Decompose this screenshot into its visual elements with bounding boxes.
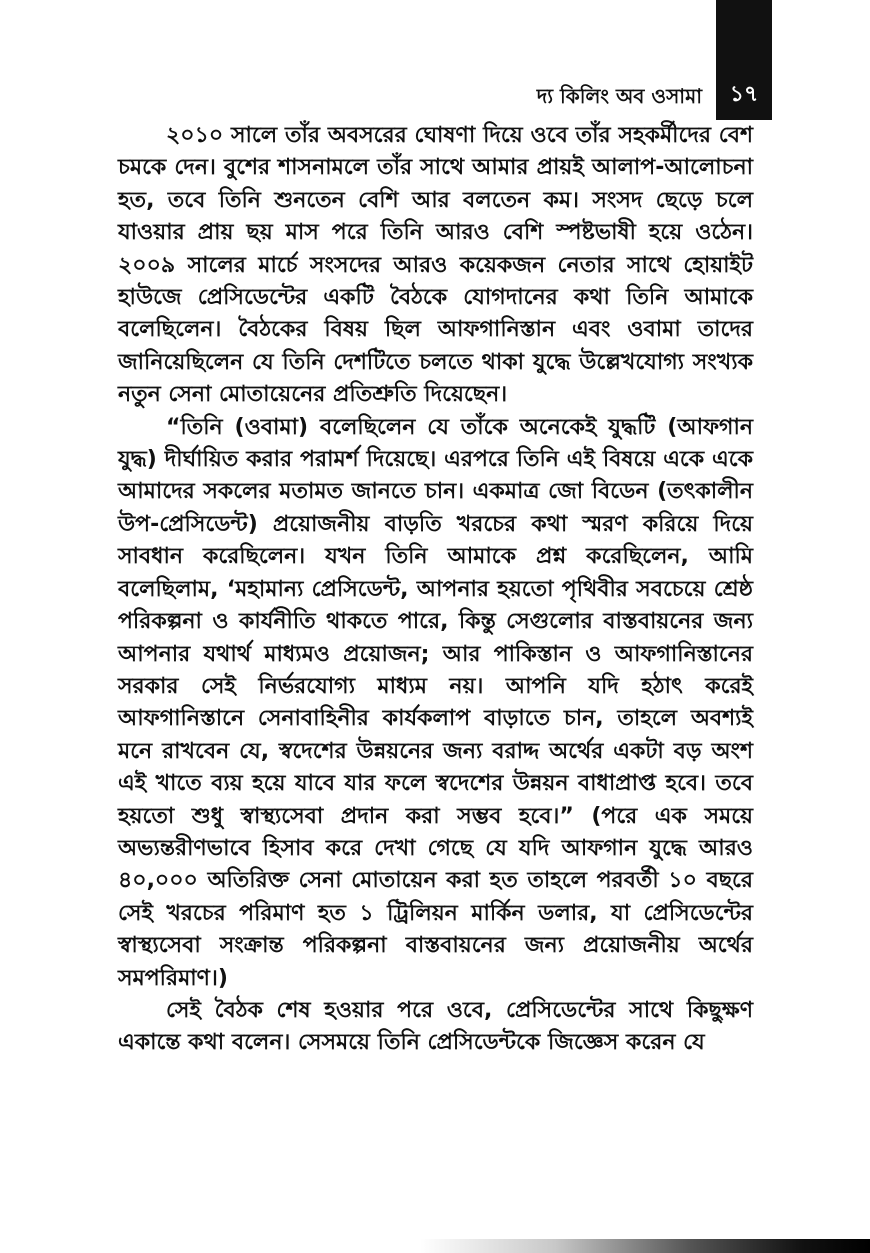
body-text xyxy=(118,120,753,1060)
paragraph: সেই বৈঠক শেষ হওয়ার পরে ওবে, প্রেসিডেন্টের সাথে কিছুক্ষণ একান্তে কথা বলেন। সেসময়ে তিনি প্রেসিডেন্টকে জিজ্ঞেস করেন যে xyxy=(118,997,753,1056)
paragraph: “তিনি (ওবামা) বলেছিলেন যে তাঁকে অনেকেই যুদ্ধটি (আফগান যুদ্ধ) দীর্ঘায়িত করার পরামর্শ দিয়েছে। এরপরে তিনি এই বিষয়ে একে একে আমাদের সকলের মতামত জানতে চান। একমাত্র জো বিডেন (তৎকালীন উপ-প্রেসিডেন্ট) প্রয়োজনীয় বাড়তি খরচের কথা স্মরণ করিয়ে দিয়ে সাবধান করেছিলেন। যখন তিনি আমাকে প্রশ্ন করেছিলেন, আমি বলেছিলাম, ‘মহামান্য প্রেসিডেন্ট, আপনার হয়তো পৃথিবীর সবচেয়ে শ্রেষ্ঠ পরিকল্পনা ও কার্যনীতি থাকতে পারে, কিন্তু সেগুলোর বাস্তবায়নের জন্য আপনার যথার্থ মাধ্যমও প্রয়োজন; আর পাকিস্তান ও আফগানিস্তানের সরকার সেই নির্ভরযোগ্য মাধ্যম নয়। আপনি যদি হঠাৎ করেই আফগানিস্তানে সেনাবাহিনীর কার্যকলাপ বাড়াতে চান, তাহলে অবশ্যই মনে রাখবেন যে, স্বদেশের উন্নয়নের জন্য বরাদ্দ অর্থের একটা বড় অংশ এই খাতে ব্যয় হয়ে যাবে যার ফলে স্বদেশের উন্নয়ন বাধাপ্রাপ্ত হবে। তবে হয়তো শুধু স্বাস্থ্যসেবা প্রদান করা সম্ভব হবে।” (পরে এক সময়ে অভ্যন্তরীণভাবে হিসাব করে দেখা গেছে যে যদি আফগান যুদ্ধে আরও ৪০,০০০ অতিরিক্ত সেনা মোতায়েন করা হত তাহলে পরবর্তী ১০ বছরে সেই খরচের পরিমাণ হত ১ ট্রিলিয়ন মার্কিন ডলার, যা প্রেসিডেন্টের স্বাস্থ্যসেবা সংক্রান্ত পরিকল্পনা বাস্তবায়নের জন্য প্রয়োজনীয় অর্থের সমপরিমাণ।) xyxy=(118,414,753,991)
running-header-title: দ্য কিলিং অব ওসামা xyxy=(536,84,702,108)
paragraph: ২০১০ সালে তাঁর অবসরের ঘোষণা দিয়ে ওবে তাঁর সহকর্মীদের বেশ চমকে দেন। বুশের শাসনামলে তাঁর সাথে আমার প্রায়ই আলাপ-আলোচনা হত, তবে তিনি শুনতেন বেশি আর বলতেন কম। সংসদ ছেড়ে চলে যাওয়ার প্রায় ছয় মাস পরে তিনি আরও বেশি স্পষ্টভাষী হয়ে ওঠেন। ২০০৯ সালের মার্চে সংসদের আরও কয়েকজন নেতার সাথে হোয়াইট হাউজে প্রেসিডেন্টের একটি বৈঠকে যোগদানের কথা তিনি আমাকে বলেছিলেন। বৈঠকের বিষয় ছিল আফগানিস্তান এবং ওবামা তাদের জানিয়েছিলেন যে তিনি দেশটিতে চলতে থাকা যুদ্ধে উল্লেখযোগ্য সংখ্যক নতুন সেনা মোতায়েনের প্রতিশ্রুতি দিয়েছেন। xyxy=(118,123,753,408)
page-number: ১৭ xyxy=(729,82,759,107)
footer-gradient-bar xyxy=(420,1239,870,1253)
